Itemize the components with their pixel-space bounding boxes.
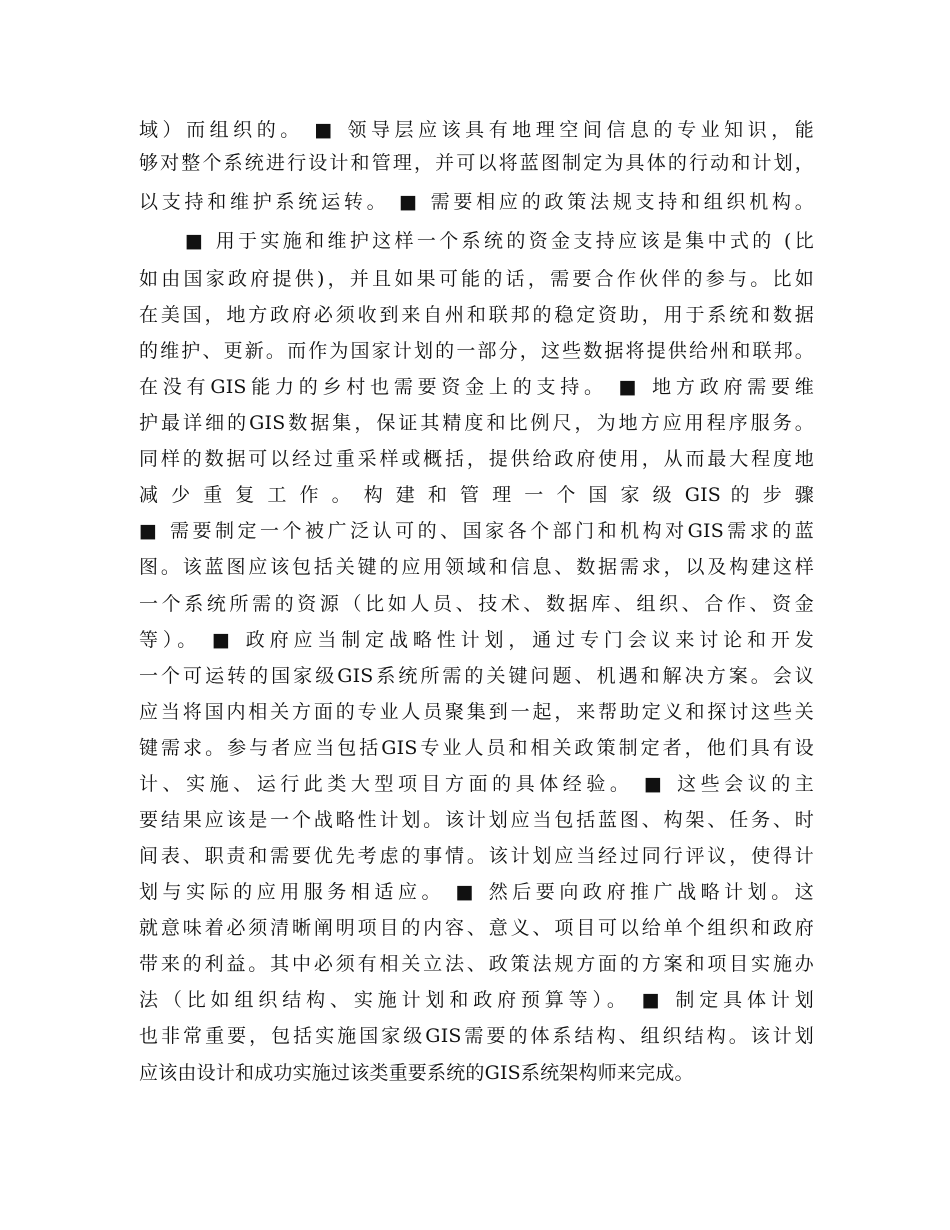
text-line: 图。该蓝图应该包括关键的应用领域和信息、数据需求，以及构建这样 xyxy=(139,556,814,578)
text-line: 应该由设计和成功实施过该类重要系统的GIS系统架构师来完成。 xyxy=(139,1062,694,1084)
text-line: 间表、职责和需要优先考虑的事情。该计划应当经过同行评议，使得计 xyxy=(139,845,814,867)
text-line: 一个系统所需的资源（比如人员、技术、数据库、组织、合作、资金 xyxy=(139,593,814,615)
text-line: 也非常重要，包括实施国家级GIS需要的体系结构、组织结构。该计划 xyxy=(139,1025,814,1047)
text-line: 键需求。参与者应当包括GIS专业人员和相关政策制定者，他们具有设 xyxy=(139,737,814,759)
text-line: 划与实际的应用服务相适应。 ■ 然后要向政府推广战略计划。这 xyxy=(139,881,814,903)
text-line: 在没有GIS能力的乡村也需要资金上的支持。 ■ 地方政府需要维 xyxy=(139,376,814,398)
text-line: ■ 需要制定一个被广泛认可的、国家各个部门和机构对GIS需求的蓝 xyxy=(139,520,814,542)
text-line: 的维护、更新。而作为国家计划的一部分，这些数据将提供给州和联邦。 xyxy=(139,340,814,362)
text-line: 在美国，地方政府必须收到来自州和联邦的稳定资助，用于系统和数据 xyxy=(139,304,814,326)
text-line: 就意味着必须清晰阐明项目的内容、意义、项目可以给单个组织和政府 xyxy=(139,917,814,939)
text-line: 以支持和维护系统运转。 ■ 需要相应的政策法规支持和组织机构。 xyxy=(139,191,814,213)
text-line: 要结果应该是一个战略性计划。该计划应当包括蓝图、构架、任务、时 xyxy=(139,809,814,831)
text-line: 法（比如组织结构、实施计划和政府预算等）。 ■ 制定具体计划 xyxy=(139,989,814,1011)
text-line: 域）而组织的。 ■ 领导层应该具有地理空间信息的专业知识，能 xyxy=(139,119,814,141)
text-line: 同样的数据可以经过重采样或概括，提供给政府使用，从而最大程度地 xyxy=(139,448,814,470)
text-line: 计、实施、运行此类大型项目方面的具体经验。 ■ 这些会议的主 xyxy=(139,773,814,795)
text-line: 等）。 ■ 政府应当制定战略性计划，通过专门会议来讨论和开发 xyxy=(139,629,814,651)
text-line: 如由国家政府提供)，并且如果可能的话，需要合作伙伴的参与。比如 xyxy=(139,268,814,290)
text-line: 减 少 重 复 工 作 。 构 建 和 管 理 一 个 国 家 级 GIS 的 步 骤 xyxy=(139,484,814,506)
text-line: 够对整个系统进行设计和管理，并可以将蓝图制定为具体的行动和计划， xyxy=(139,152,814,174)
text-line: 带来的利益。其中必须有相关立法、政策法规方面的方案和项目实施办 xyxy=(139,953,814,975)
text-line: 应当将国内相关方面的专业人员聚集到一起，来帮助定义和探讨这些关 xyxy=(139,701,814,723)
text-line: 一个可运转的国家级GIS系统所需的关键问题、机遇和解决方案。会议 xyxy=(139,665,814,687)
text-line: 护最详细的GIS数据集，保证其精度和比例尺，为地方应用程序服务。 xyxy=(139,412,814,434)
text-line: ■ 用于实施和维护这样一个系统的资金支持应该是集中式的 (比 xyxy=(185,230,814,252)
